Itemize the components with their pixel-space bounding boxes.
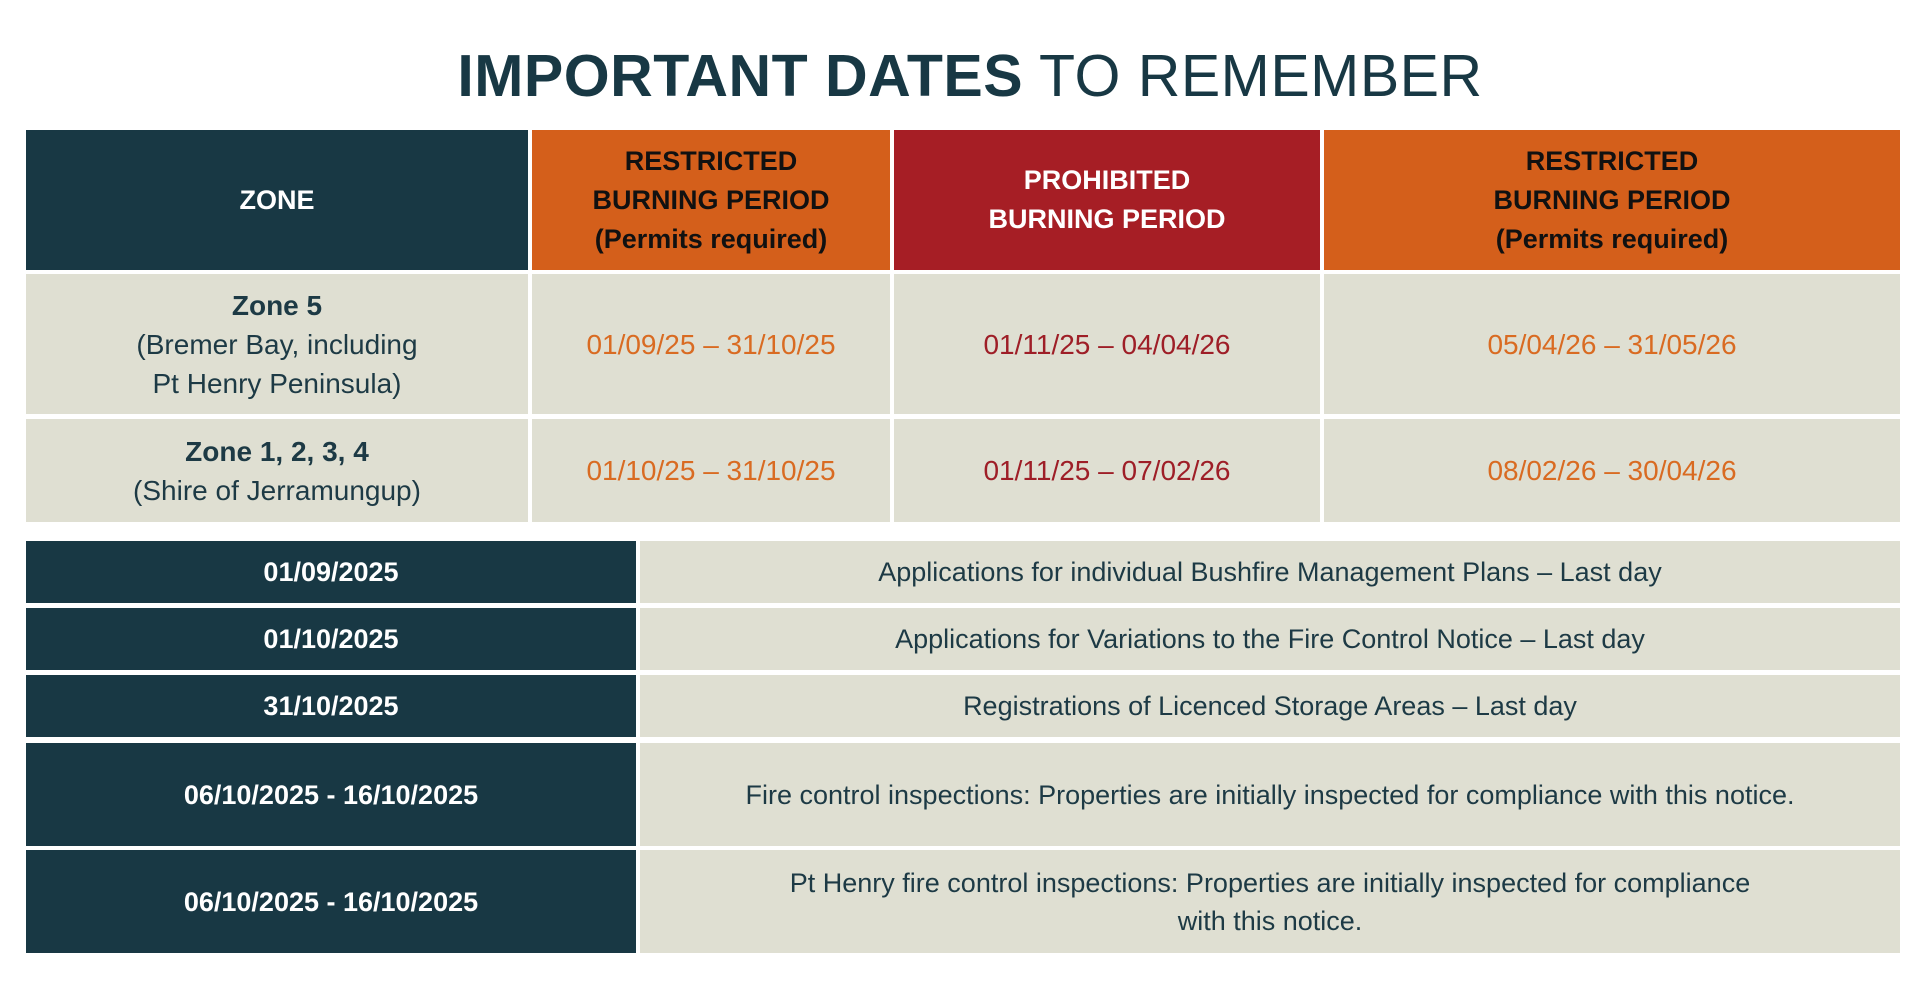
- zone-1-4-restricted-1: [532, 419, 890, 522]
- key-date-4-description-line-1: Fire control inspections: Properties are initially inspected for compliance with this notice.: [745, 779, 1795, 810]
- zone-5-restricted-1: [532, 274, 890, 414]
- key-date-3-description: [640, 675, 1900, 737]
- key-date-5-date-text: 06/10/2025 - 16/10/2025: [183, 886, 479, 917]
- zone-1-4-restricted-1-dates: 01/10/25 – 31/10/25: [586, 455, 836, 486]
- page-title: [0, 38, 1920, 114]
- header-prohibited-line-1: PROHIBITED: [1023, 165, 1191, 195]
- key-date-5-description-line-1: Pt Henry fire control inspections: Properties are initially inspected for compliance: [789, 867, 1751, 898]
- zone-1-4-prohibited: [894, 419, 1320, 522]
- key-date-4-date: [26, 743, 636, 846]
- zone-5-prohibited-dates: 01/11/25 – 04/04/26: [983, 328, 1231, 360]
- key-date-5-description-line-2: with this notice.: [1177, 905, 1363, 936]
- key-date-2-date-text: 01/10/2025: [263, 624, 399, 654]
- key-date-4-description: [640, 743, 1900, 846]
- zone-1-4-restricted-2-dates: 08/02/26 – 30/04/26: [1487, 455, 1737, 486]
- zone-5-prohibited: [894, 274, 1320, 414]
- zone-1-4-name: Zone 1, 2, 3, 4: [185, 435, 369, 467]
- zone-1-4-prohibited-dates: 01/11/25 – 07/02/26: [983, 455, 1231, 486]
- header-restricted-1-line-2: BURNING PERIOD: [592, 184, 830, 215]
- header-restricted-1-line-1: RESTRICTED: [624, 145, 798, 176]
- header-restricted-2: [1324, 130, 1900, 270]
- header-prohibited: [894, 130, 1320, 270]
- header-restricted-2-line-1: RESTRICTED: [1525, 145, 1699, 176]
- header-restricted-1-line-3: (Permits required): [594, 223, 828, 254]
- key-date-2-description-line-1: Applications for Variations to the Fire Control Notice – Last day: [895, 624, 1645, 654]
- zone-1-4-cell: [26, 419, 528, 522]
- key-date-1-description-line-1: Applications for individual Bushfire Management Plans – Last day: [878, 557, 1662, 587]
- key-date-5-date: [26, 850, 636, 953]
- key-date-2-date: [26, 608, 636, 670]
- key-date-1-description: [640, 541, 1900, 603]
- zone-1-4-restricted-2: [1324, 419, 1900, 522]
- header-prohibited-line-2: BURNING PERIOD: [988, 204, 1226, 234]
- zone-5-detail-line-1: (Bremer Bay, including: [136, 328, 418, 360]
- zone-1-4-detail-line-1: (Shire of Jerramungup): [133, 474, 421, 506]
- header-zone-label: ZONE: [239, 184, 315, 215]
- title-light: TO REMEMBER: [1023, 43, 1483, 109]
- key-date-2-description: [640, 608, 1900, 670]
- key-date-3-description-line-1: Registrations of Licenced Storage Areas – Last day: [963, 691, 1577, 721]
- zone-5-detail-line-2: Pt Henry Peninsula): [152, 367, 402, 399]
- zone-5-cell: [26, 274, 528, 414]
- zone-5-name: Zone 5: [231, 289, 323, 321]
- header-restricted-2-line-2: BURNING PERIOD: [1493, 184, 1731, 215]
- title-bold: IMPORTANT DATES: [457, 43, 1024, 109]
- key-date-3-date: [26, 675, 636, 737]
- key-date-1-date-text: 01/09/2025: [263, 557, 399, 587]
- key-date-5-description: [640, 850, 1900, 953]
- header-restricted-1: [532, 130, 890, 270]
- zone-5-restricted-2: [1324, 274, 1900, 414]
- header-restricted-2-line-3: (Permits required): [1495, 223, 1729, 254]
- key-date-4-date-text: 06/10/2025 - 16/10/2025: [183, 779, 479, 810]
- key-date-3-date-text: 31/10/2025: [263, 691, 399, 721]
- zone-5-restricted-1-dates: 01/09/25 – 31/10/25: [586, 328, 836, 360]
- key-date-1-date: [26, 541, 636, 603]
- zone-5-restricted-2-dates: 05/04/26 – 31/05/26: [1487, 328, 1737, 360]
- header-zone: [26, 130, 528, 270]
